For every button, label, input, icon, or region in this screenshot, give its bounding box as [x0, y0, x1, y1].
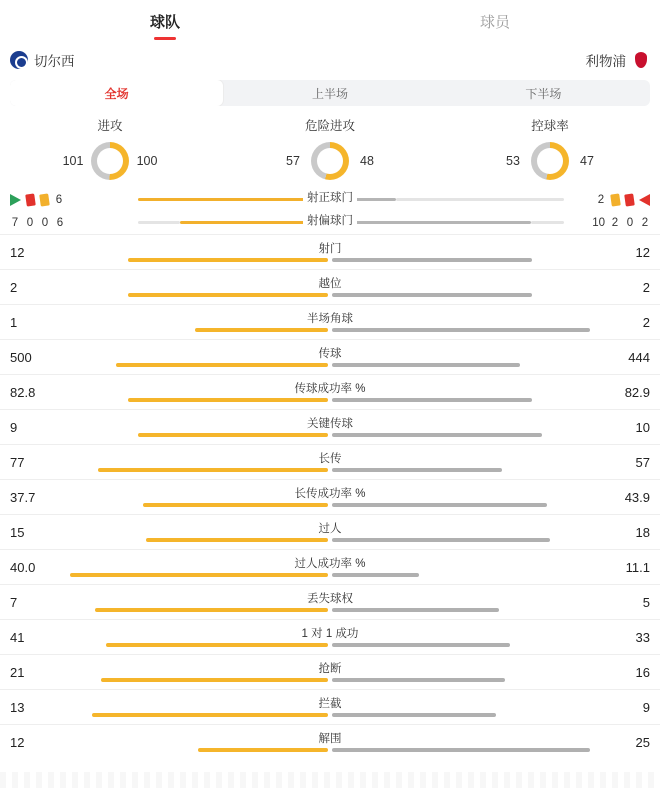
stat-bar-group — [70, 445, 590, 479]
home-team[interactable] — [10, 50, 75, 70]
corner-flag-icon — [639, 194, 650, 206]
stat-home-value: 7 — [10, 594, 18, 610]
stat-label: 长传 — [318, 453, 342, 465]
stat-home-bar — [98, 468, 328, 472]
stat-away-value: 43.9 — [624, 489, 650, 505]
donut-summary-row — [0, 106, 660, 186]
stat-row — [0, 514, 660, 549]
tab-player-label: 球员 — [479, 13, 510, 31]
stat-away-value: 10 — [635, 419, 650, 435]
stat-row — [0, 304, 660, 339]
donut-attacks-home-value: 101 — [62, 154, 84, 168]
stat-away-bar — [332, 748, 590, 752]
stat-home-value: 37.7 — [10, 489, 36, 505]
shots-off-target-home-value: 6 — [56, 216, 64, 229]
stat-home-value: 9 — [10, 419, 18, 435]
stat-away-bar — [332, 363, 520, 367]
stat-away-bar — [332, 468, 502, 472]
stat-row — [0, 269, 660, 304]
stat-home-value: 13 — [10, 699, 25, 715]
shots-on-target-label: 射正球门 — [303, 189, 357, 205]
stat-away-value: 2 — [642, 279, 650, 295]
top-tab-bar — [0, 0, 660, 44]
stat-home-bar — [138, 433, 328, 437]
segment-second-half-label: 下半场 — [525, 86, 562, 101]
left-stat-3: 0 — [41, 216, 49, 229]
stat-away-value: 2 — [642, 314, 650, 330]
stat-home-bar — [143, 503, 328, 507]
stat-away-bar — [332, 643, 510, 647]
bottom-decorative-strip — [0, 772, 660, 788]
donut-attacks-chart — [91, 142, 129, 180]
stat-home-value: 40.0 — [10, 559, 36, 575]
stat-home-bar — [128, 258, 328, 262]
stat-home-bar — [101, 678, 328, 682]
donut-dangerous-attacks-title: 危险进攻 — [304, 119, 355, 133]
donut-attacks-away-value: 100 — [136, 154, 158, 168]
stat-away-value: 57 — [635, 454, 650, 470]
shots-on-target-right-icons — [564, 194, 650, 206]
donut-dangerous-attacks-away-value: 48 — [360, 154, 374, 168]
stat-away-value: 25 — [635, 734, 650, 750]
stat-row — [0, 619, 660, 654]
stat-away-value: 11.1 — [625, 559, 650, 575]
shots-off-target-away-value: 10 — [592, 216, 605, 229]
right-stat-2: 0 — [626, 216, 634, 229]
stat-home-bar — [95, 608, 328, 612]
shots-off-target-right-values — [564, 217, 650, 229]
stat-away-value: 444 — [628, 349, 650, 365]
stat-home-bar — [195, 328, 328, 332]
donut-possession-chart — [531, 142, 569, 180]
stat-bar-group — [70, 305, 590, 339]
stat-away-value: 18 — [635, 524, 650, 540]
shots-on-target-away-value: 2 — [597, 193, 605, 206]
stat-home-value: 1 — [10, 314, 18, 330]
stat-away-value: 33 — [635, 629, 650, 645]
stat-label: 半场角球 — [307, 313, 353, 325]
home-team-name: 切尔西 — [34, 54, 75, 69]
stat-label: 过人成功率 % — [294, 558, 366, 570]
donut-attacks-title: 进攻 — [97, 119, 123, 133]
tab-team-label: 球队 — [149, 13, 180, 31]
stat-bar-group — [70, 235, 590, 269]
stat-bar-group — [70, 270, 590, 304]
shots-on-target-bar — [96, 192, 564, 204]
away-team-crest-icon — [632, 51, 650, 69]
stat-away-bar — [332, 293, 532, 297]
red-card-icon — [25, 193, 36, 206]
stat-label: 丢失球权 — [307, 593, 353, 605]
tab-player[interactable] — [330, 11, 660, 34]
segment-fulltime[interactable] — [10, 80, 223, 106]
stat-home-value: 500 — [10, 349, 32, 365]
stat-away-bar — [332, 608, 499, 612]
stat-home-value: 82.8 — [10, 384, 36, 400]
stat-bar-group — [70, 410, 590, 444]
stat-row — [0, 549, 660, 584]
stat-home-bar — [146, 538, 328, 542]
stat-label: 越位 — [318, 278, 342, 290]
donut-possession-away-value: 47 — [580, 154, 594, 168]
period-selector — [10, 80, 650, 106]
stat-bar-group — [70, 340, 590, 374]
stat-row — [0, 409, 660, 444]
stat-row — [0, 234, 660, 269]
stat-home-bar — [198, 748, 328, 752]
donut-dangerous-attacks-home-value: 57 — [286, 154, 300, 168]
red-card-icon — [624, 193, 635, 206]
stat-row — [0, 584, 660, 619]
stat-home-value: 77 — [10, 454, 25, 470]
row-shots-on-target — [10, 188, 650, 211]
row-shots-off-target — [10, 211, 650, 234]
left-stat-2: 0 — [26, 216, 34, 229]
stat-bar-group — [70, 550, 590, 584]
team-header — [0, 44, 660, 80]
stats-list — [0, 234, 660, 759]
shots-on-target-home-value: 6 — [55, 193, 63, 206]
stat-away-value: 82.9 — [624, 384, 650, 400]
donut-attacks — [0, 116, 220, 180]
stat-bar-group — [70, 515, 590, 549]
stat-bar-group — [70, 375, 590, 409]
stat-label: 传球成功率 % — [294, 383, 366, 395]
stat-label: 解围 — [318, 733, 342, 745]
donut-dangerous-attacks-chart — [311, 142, 349, 180]
stat-label: 射门 — [318, 243, 342, 255]
stat-home-value: 15 — [10, 524, 25, 540]
stat-row — [0, 444, 660, 479]
right-stat-3: 2 — [641, 216, 649, 229]
left-stat-1: 7 — [11, 216, 19, 229]
stat-row — [0, 654, 660, 689]
stat-label: 拦截 — [318, 698, 342, 710]
stat-home-bar — [92, 713, 328, 717]
stat-away-bar — [332, 398, 532, 402]
stat-row — [0, 479, 660, 514]
discipline-section — [0, 186, 660, 234]
yellow-card-icon — [610, 193, 621, 206]
stat-home-value: 2 — [10, 279, 18, 295]
segment-first-half-label: 上半场 — [311, 86, 348, 101]
stat-row — [0, 689, 660, 724]
stat-bar-group — [70, 655, 590, 689]
stat-home-bar — [128, 398, 328, 402]
segment-fulltime-label: 全场 — [104, 86, 129, 101]
stat-row — [0, 724, 660, 759]
away-team[interactable] — [586, 50, 651, 70]
stat-home-bar — [106, 643, 328, 647]
stat-away-bar — [332, 258, 532, 262]
stat-label: 长传成功率 % — [294, 488, 366, 500]
stat-home-value: 12 — [10, 244, 25, 260]
stat-label: 过人 — [318, 523, 342, 535]
stat-away-value: 12 — [635, 244, 650, 260]
shots-off-target-label: 射偏球门 — [303, 212, 357, 228]
stat-row — [0, 339, 660, 374]
segment-second-half[interactable] — [437, 80, 650, 106]
donut-possession-home-value: 53 — [506, 154, 520, 168]
stat-away-bar — [332, 713, 496, 717]
stat-away-value: 9 — [642, 699, 650, 715]
stat-bar-group — [70, 690, 590, 724]
stat-away-bar — [332, 573, 419, 577]
stat-away-value: 5 — [642, 594, 650, 610]
stat-away-bar — [332, 538, 550, 542]
stat-label: 传球 — [318, 348, 342, 360]
stat-away-bar — [332, 433, 542, 437]
home-team-crest-icon — [10, 51, 28, 69]
stat-bar-group — [70, 480, 590, 514]
stat-away-value: 16 — [635, 664, 650, 680]
stat-home-value: 12 — [10, 734, 25, 750]
stat-home-bar — [70, 573, 328, 577]
corner-flag-icon — [10, 194, 21, 206]
yellow-card-icon — [39, 193, 50, 206]
stat-bar-group — [70, 725, 590, 759]
stat-row — [0, 374, 660, 409]
stat-home-bar — [116, 363, 328, 367]
right-stat-1: 2 — [611, 216, 619, 229]
stat-home-bar — [128, 293, 328, 297]
stat-label: 关键传球 — [307, 418, 353, 430]
stat-away-bar — [332, 503, 547, 507]
stat-home-value: 41 — [10, 629, 25, 645]
stat-away-bar — [332, 678, 505, 682]
shots-off-target-left-values — [10, 217, 96, 229]
tab-team[interactable] — [0, 11, 330, 34]
away-team-name: 利物浦 — [585, 54, 626, 69]
segment-first-half[interactable] — [223, 80, 436, 106]
donut-possession — [440, 116, 660, 180]
shots-off-target-bar — [96, 215, 564, 227]
donut-possession-title: 控球率 — [531, 119, 569, 133]
donut-dangerous-attacks — [220, 116, 440, 180]
stat-home-value: 21 — [10, 664, 25, 680]
stat-bar-group — [70, 585, 590, 619]
shots-on-target-left-icons — [10, 194, 96, 206]
stat-bar-group — [70, 620, 590, 654]
stat-label: 1 对 1 成功 — [301, 628, 359, 640]
stat-away-bar — [332, 328, 590, 332]
stat-label: 抢断 — [318, 663, 342, 675]
